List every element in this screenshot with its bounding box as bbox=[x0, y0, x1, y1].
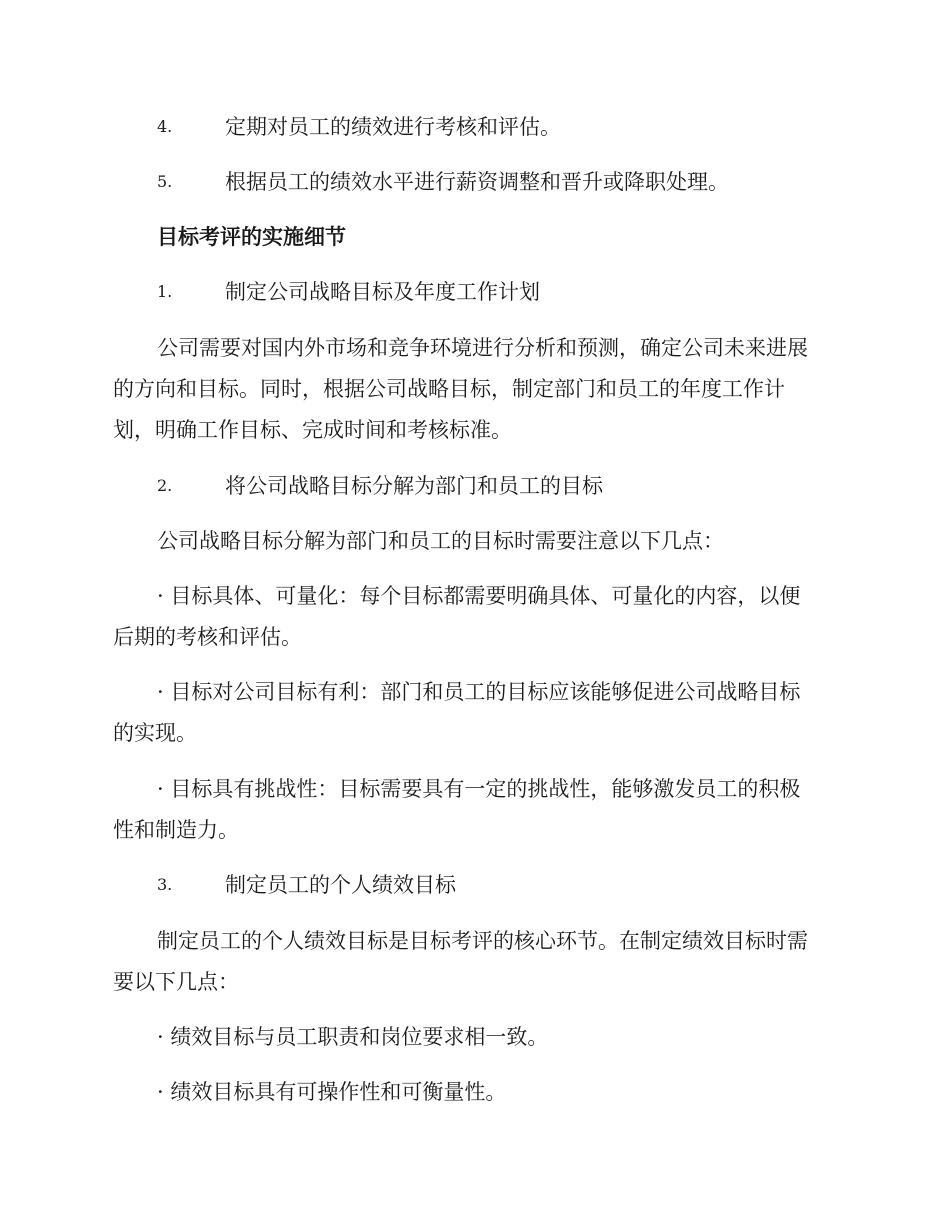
list-text: 根据员工的绩效水平进行薪资调整和晋升或降职处理。 bbox=[225, 170, 729, 194]
step-title: 制定公司战略目标及年度工作计划 bbox=[225, 280, 540, 304]
section-heading: 目标考评的实施细节 bbox=[157, 225, 346, 249]
step-item bbox=[157, 471, 603, 501]
bullet-line: · 绩效目标与员工职责和岗位要求相一致。 bbox=[157, 1025, 549, 1049]
bullet-line: · 目标对公司目标有利：部门和员工的目标应该能够促进公司战略目标 bbox=[157, 680, 801, 704]
paragraph-line: 制定员工的个人绩效目标是目标考评的核心环节。在制定绩效目标时需 bbox=[157, 929, 808, 953]
paragraph-line: 公司需要对国内外市场和竞争环境进行分析和预测，确定公司未来进展 bbox=[157, 336, 808, 360]
step-item bbox=[157, 277, 540, 307]
bullet-line: · 目标具体、可量化：每个目标都需要明确具体、可量化的内容，以便 bbox=[157, 584, 801, 608]
list-text: 定期对员工的绩效进行考核和评估。 bbox=[225, 115, 561, 139]
bullet-continuation: 的实现。 bbox=[113, 721, 197, 745]
bullet-line: · 绩效目标具有可操作性和可衡量性。 bbox=[157, 1080, 507, 1104]
paragraph-line: 公司战略目标分解为部门和员工的目标时需要注意以下几点： bbox=[157, 529, 724, 553]
list-item bbox=[157, 167, 729, 197]
step-title: 制定员工的个人绩效目标 bbox=[225, 873, 456, 897]
step-number: 3. bbox=[157, 875, 173, 894]
paragraph-line: 要以下几点： bbox=[113, 970, 239, 994]
bullet-continuation: 性和制造力。 bbox=[113, 818, 239, 842]
list-item bbox=[157, 112, 561, 142]
bullet-line: · 目标具有挑战性：目标需要具有一定的挑战性，能够激发员工的积极 bbox=[157, 777, 801, 801]
step-title: 将公司战略目标分解为部门和员工的目标 bbox=[225, 474, 603, 498]
step-item bbox=[157, 870, 456, 900]
paragraph-line: 划，明确工作目标、完成时间和考核标准。 bbox=[113, 418, 512, 442]
list-number: 4. bbox=[157, 117, 173, 136]
step-number: 2. bbox=[157, 476, 173, 495]
step-number: 1. bbox=[157, 282, 173, 301]
paragraph-line: 的方向和目标。同时，根据公司战略目标，制定部门和员工的年度工作计 bbox=[113, 377, 785, 401]
list-number: 5. bbox=[157, 172, 173, 191]
bullet-continuation: 后期的考核和评估。 bbox=[113, 625, 302, 649]
